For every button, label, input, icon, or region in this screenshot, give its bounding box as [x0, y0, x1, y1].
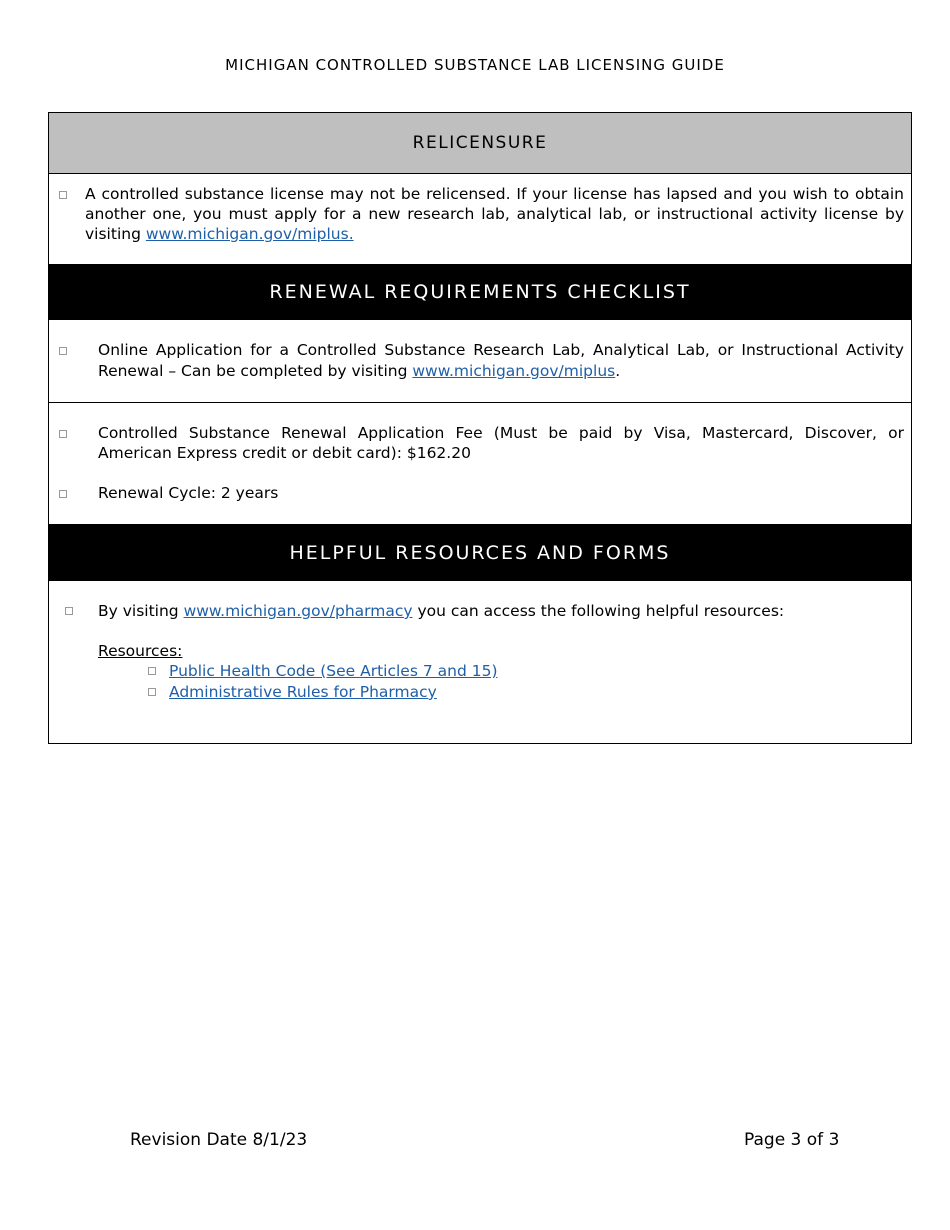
relicensure-heading [49, 113, 911, 174]
renewal-row-application [49, 320, 911, 403]
renewal-cycle-text: Renewal Cycle: 2 years [98, 484, 279, 502]
relicensure-text: A controlled substance license may not be relicensed. If your license has lapsed and you wish to obtain another one, you must apply for a new research lab, analytical lab, or instructional activity license by visiting www.michigan.gov/miplus. [85, 185, 904, 243]
resources-intro: By visiting www.michigan.gov/pharmacy you can access the following helpful resources: [98, 602, 785, 620]
resources-heading-text: HELPFUL RESOURCES AND FORMS [289, 541, 671, 564]
checkbox-icon [65, 607, 73, 615]
pharmacy-link[interactable]: www.michigan.gov/pharmacy [183, 602, 413, 620]
checkbox-icon [148, 667, 156, 675]
page-number: Page 3 of 3 [744, 1130, 840, 1150]
checkbox-icon [148, 688, 156, 696]
resources-heading [49, 524, 911, 581]
checkbox-icon [59, 490, 67, 498]
checkbox-icon [59, 347, 67, 355]
document-title: MICHIGAN CONTROLLED SUBSTANCE LAB LICENSING GUIDE [225, 56, 725, 74]
renewal-application-text: Online Application for a Controlled Substance Research Lab, Analytical Lab, or Instructional Activity Renewal – Can be completed by visiting www.michigan.gov/miplus. [98, 341, 904, 380]
relicensure-heading-text: RELICENSURE [412, 133, 548, 153]
administrative-rules-link[interactable]: Administrative Rules for Pharmacy [169, 683, 437, 701]
relicensure-row [49, 174, 911, 264]
renewal-row-fee [49, 403, 911, 524]
resources-label: Resources: [98, 642, 183, 660]
miplus-link[interactable]: www.michigan.gov/miplus [412, 362, 616, 380]
miplus-link[interactable]: www.michigan.gov/miplus. [145, 225, 354, 243]
resources-row [49, 581, 911, 741]
renewal-heading-text: RENEWAL REQUIREMENTS CHECKLIST [269, 281, 691, 303]
revision-date: Revision Date 8/1/23 [130, 1130, 308, 1150]
checkbox-icon [59, 191, 67, 199]
renewal-heading [49, 264, 911, 320]
renewal-fee-text: Controlled Substance Renewal Application Fee (Must be paid by Visa, Mastercard, Discover, or American Express credit or debit card): $162.20 [98, 424, 904, 462]
licensing-table [48, 112, 912, 744]
checkbox-icon [59, 430, 67, 438]
public-health-code-link[interactable]: Public Health Code (See Articles 7 and 15) [169, 662, 498, 680]
